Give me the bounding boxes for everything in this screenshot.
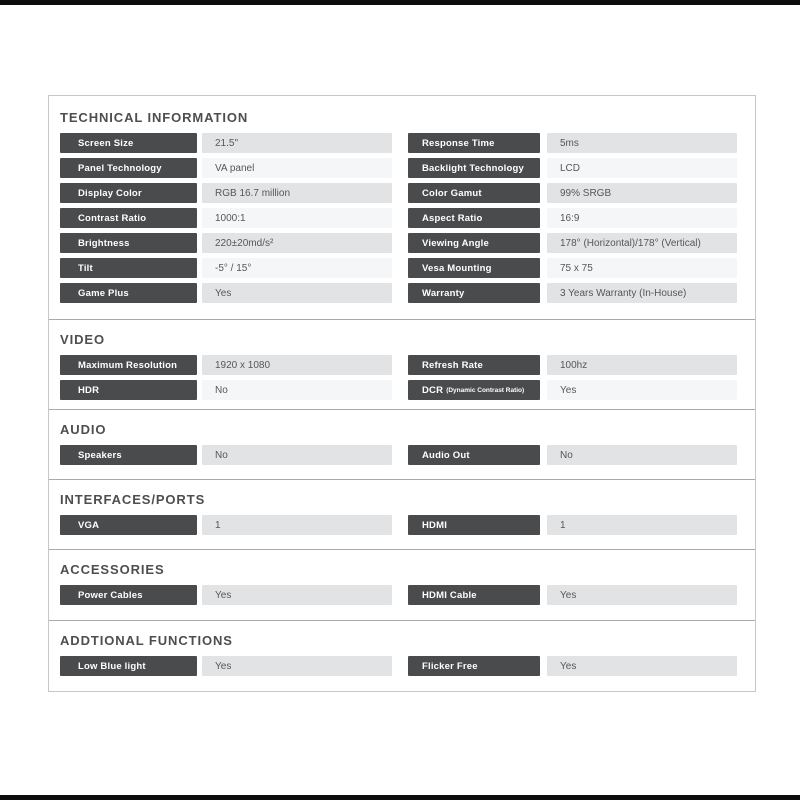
section-title: INTERFACES/PORTS bbox=[60, 492, 206, 507]
spec-rows bbox=[60, 585, 755, 605]
spec-row bbox=[60, 133, 755, 153]
spec-value: 1 bbox=[202, 515, 392, 535]
spec-label: Warranty bbox=[408, 283, 540, 303]
top-letterbox-bar bbox=[0, 0, 800, 5]
spec-rows bbox=[60, 355, 755, 400]
spec-value: 1 bbox=[547, 515, 737, 535]
spec-value: 220±20md/s² bbox=[202, 233, 392, 253]
spec-label: Power Cables bbox=[60, 585, 197, 605]
spec-label: Contrast Ratio bbox=[60, 208, 197, 228]
spec-rows bbox=[60, 515, 755, 535]
spec-row bbox=[60, 233, 755, 253]
spec-value: 3 Years Warranty (In-House) bbox=[547, 283, 737, 303]
section-additional-functions bbox=[49, 620, 755, 691]
spec-label: HDMI bbox=[408, 515, 540, 535]
spec-value: 1000:1 bbox=[202, 208, 392, 228]
spec-row bbox=[60, 380, 755, 400]
spec-label: Color Gamut bbox=[408, 183, 540, 203]
spec-row bbox=[60, 355, 755, 375]
spec-label: Audio Out bbox=[408, 445, 540, 465]
spec-value: 100hz bbox=[547, 355, 737, 375]
spec-label: Speakers bbox=[60, 445, 197, 465]
spec-value: No bbox=[547, 445, 737, 465]
section-title: ADDTIONAL FUNCTIONS bbox=[60, 633, 233, 648]
spec-label: HDR bbox=[60, 380, 197, 400]
spec-value: RGB 16.7 million bbox=[202, 183, 392, 203]
spec-label: Panel Technology bbox=[60, 158, 197, 178]
spec-row bbox=[60, 515, 755, 535]
spec-label: Aspect Ratio bbox=[408, 208, 540, 228]
spec-value: 99% SRGB bbox=[547, 183, 737, 203]
section-accessories bbox=[49, 549, 755, 620]
spec-row bbox=[60, 656, 755, 676]
spec-label: Game Plus bbox=[60, 283, 197, 303]
spec-label: Backlight Technology bbox=[408, 158, 540, 178]
spec-value: 178° (Horizontal)/178° (Vertical) bbox=[547, 233, 737, 253]
bottom-letterbox-bar bbox=[0, 795, 800, 800]
spec-value: Yes bbox=[547, 380, 737, 400]
spec-label: DCR (Dynamic Contrast Ratio) bbox=[408, 380, 540, 400]
section-video bbox=[49, 319, 755, 409]
spec-row bbox=[60, 585, 755, 605]
section-technical-information bbox=[49, 96, 755, 319]
spec-value: Yes bbox=[202, 585, 392, 605]
spec-label-small: (Dynamic Contrast Ratio) bbox=[446, 386, 525, 394]
spec-value: VA panel bbox=[202, 158, 392, 178]
spec-label: HDMI Cable bbox=[408, 585, 540, 605]
section-title: ACCESSORIES bbox=[60, 562, 165, 577]
section-audio bbox=[49, 409, 755, 479]
spec-label: Vesa Mounting bbox=[408, 258, 540, 278]
spec-value: Yes bbox=[202, 656, 392, 676]
spec-value: 16:9 bbox=[547, 208, 737, 228]
spec-row bbox=[60, 445, 755, 465]
spec-value: No bbox=[202, 445, 392, 465]
section-title: AUDIO bbox=[60, 422, 107, 437]
spec-label: Screen Size bbox=[60, 133, 197, 153]
spec-value: Yes bbox=[202, 283, 392, 303]
section-title: TECHNICAL INFORMATION bbox=[60, 110, 249, 125]
spec-label: VGA bbox=[60, 515, 197, 535]
spec-value: 1920 x 1080 bbox=[202, 355, 392, 375]
spec-label: Response Time bbox=[408, 133, 540, 153]
spec-card bbox=[48, 95, 756, 692]
spec-value: Yes bbox=[547, 585, 737, 605]
spec-label: Tilt bbox=[60, 258, 197, 278]
spec-value: 5ms bbox=[547, 133, 737, 153]
spec-label: Maximum Resolution bbox=[60, 355, 197, 375]
spec-row bbox=[60, 208, 755, 228]
section-title: VIDEO bbox=[60, 332, 105, 347]
spec-row bbox=[60, 183, 755, 203]
spec-value: No bbox=[202, 380, 392, 400]
section-interfaces-ports bbox=[49, 479, 755, 549]
spec-row bbox=[60, 258, 755, 278]
spec-rows bbox=[60, 133, 755, 303]
spec-label: Flicker Free bbox=[408, 656, 540, 676]
spec-value: Yes bbox=[547, 656, 737, 676]
spec-label: Display Color bbox=[60, 183, 197, 203]
spec-row bbox=[60, 158, 755, 178]
spec-label: Refresh Rate bbox=[408, 355, 540, 375]
spec-value: 21.5" bbox=[202, 133, 392, 153]
spec-label: Viewing Angle bbox=[408, 233, 540, 253]
spec-value: -5° / 15° bbox=[202, 258, 392, 278]
spec-value: 75 x 75 bbox=[547, 258, 737, 278]
spec-rows bbox=[60, 445, 755, 465]
spec-row bbox=[60, 283, 755, 303]
spec-value: LCD bbox=[547, 158, 737, 178]
spec-label: Low Blue light bbox=[60, 656, 197, 676]
spec-label: Brightness bbox=[60, 233, 197, 253]
spec-rows bbox=[60, 656, 755, 676]
